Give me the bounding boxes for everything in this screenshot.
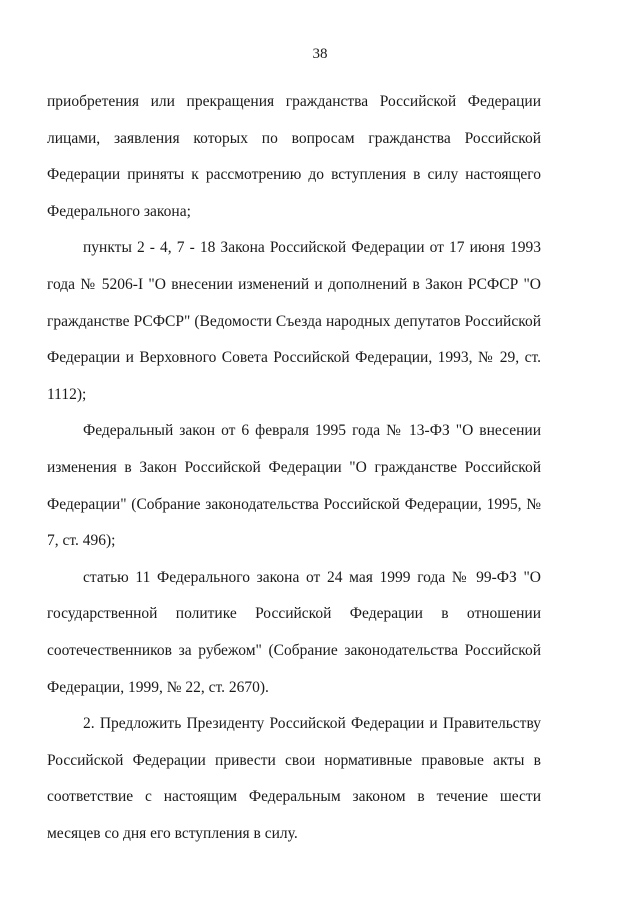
paragraph-federal-law-13-fz: Федеральный закон от 6 февраля 1995 года № 13-ФЗ "О внесении изменения в Закон Российской Федерации "О гражданстве Российской Федерации" (Собрание законодательства Российской Федерации, 1995, № 7, ст. 496);	[47, 422, 541, 550]
paragraph-article-11-law-99-fz: статью 11 Федерального закона от 24 мая 1999 года № 99-ФЗ "О государственной политике Российской Федерации в отношении соотечественников за рубежом" (Собрание законодательства Российской Федерации, 1999, № 22, ст. 2670).	[47, 568, 541, 696]
page-number: 38	[312, 46, 328, 62]
document-body	[47, 84, 541, 852]
paragraph-citizenship-continuation: приобретения или прекращения гражданства Российской Федерации лицами, заявления которых по вопросам гражданства Российской Федерации приняты к рассмотрению до вступления в силу настоящего Федерального закона;	[47, 93, 541, 220]
paragraph-law-5206-i: пункты 2 - 4, 7 - 18 Закона Российской Федерации от 17 июня 1993 года № 5206-I "О внесении изменений и дополнений в Закон РСФСР "О гражданстве РСФСР" (Ведомости Съезда народных депутатов Российской Федерации и Верховного Совета Российской Федерации, 1993, № 29, ст. 1112);	[47, 239, 541, 403]
paragraph-item-2-proposal: 2. Предложить Президенту Российской Федерации и Правительству Российской Федерации привести свои нормативные правовые акты в соответствие с настоящим Федеральным законом в течение шести месяцев со дня его вступления в силу.	[47, 715, 541, 842]
